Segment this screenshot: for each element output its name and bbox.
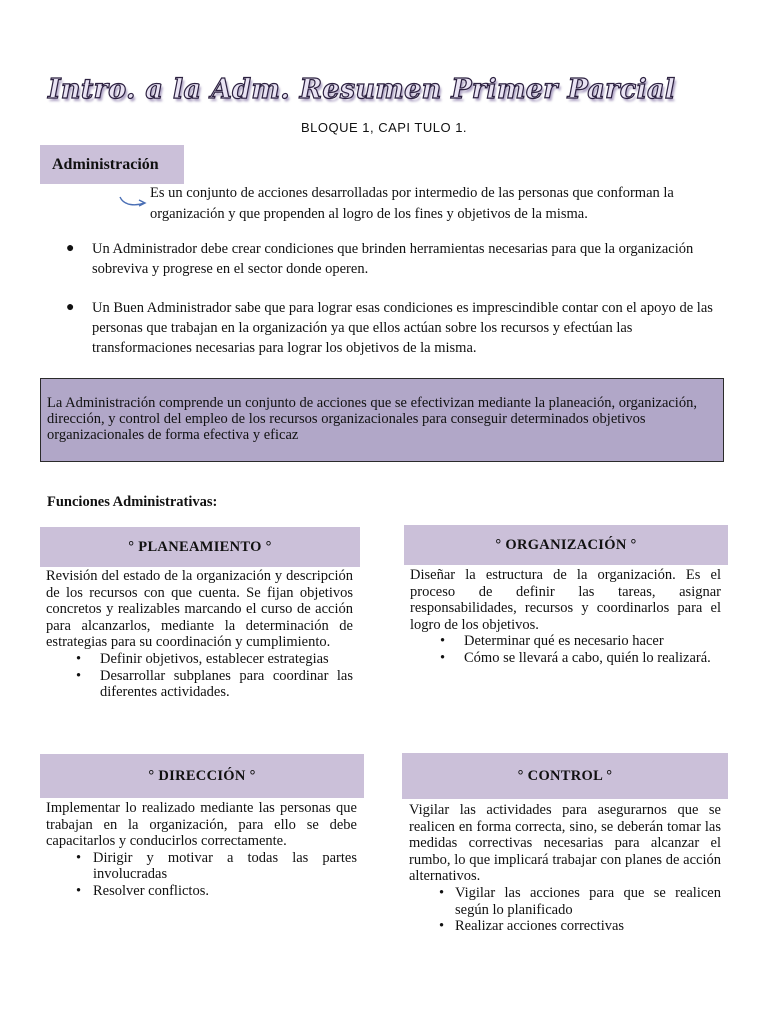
function-list xyxy=(409,885,721,935)
list-item: • Dirigir y motivar a todas las partes involucradas xyxy=(46,850,357,883)
function-body-organizacion xyxy=(410,567,721,667)
list-item: • Vigilar las acciones para que se realicen según lo planificado xyxy=(409,885,721,918)
function-list xyxy=(410,633,721,666)
bullet-icon: ● xyxy=(66,241,75,256)
function-body-control xyxy=(409,802,721,935)
bullet-text: Un Administrador debe crear condiciones que brinden herramientas necesarias para que la organización sobreviva y progrese en el sector donde operen. xyxy=(92,241,694,277)
function-text: Implementar lo realizado mediante las personas que trabajan en la organización, para ello se debe capacitarlos y conducirlos correctamente. xyxy=(46,800,357,850)
list-item: • Determinar qué es necesario hacer xyxy=(410,633,721,650)
function-text: Revisión del estado de la organización y descripción de los recursos con que cuenta. Se fijan objetivos concretos y realizables marcando el curso de acción para alcanzarlos, mediante la determinación de estrategias para su coordinación y cumplimiento. xyxy=(46,568,353,651)
curved-arrow-icon xyxy=(118,192,148,210)
document-title: Intro. a la Adm. Resumen Primer Parcial xyxy=(48,74,676,105)
highlight-box: La Administración comprende un conjunto de acciones que se efectivizan mediante la planeación, organización, dirección, y control del empleo de los recursos organizacionales para conseguir determinados objetivos organizacionales de forma efectiva y eficaz xyxy=(40,378,724,462)
function-list xyxy=(46,651,353,701)
function-list xyxy=(46,850,357,900)
bullet-text: Un Buen Administrador sabe que para lograr esas condiciones es imprescindible contar con el apoyo de las personas que trabajan en la organización ya que ellos actúan sobre los recursos y efectúan las transformaciones necesarias para lograr los objetivos de la misma. xyxy=(92,300,713,356)
section-tag: Administración xyxy=(40,145,184,184)
list-item: • Definir objetivos, establecer estrategias xyxy=(46,651,353,668)
function-header-organizacion: ° ORGANIZACIÓN ° xyxy=(404,525,728,565)
function-header-control: ° CONTROL ° xyxy=(402,753,728,799)
function-header-direccion: ° DIRECCIÓN ° xyxy=(40,754,364,798)
bullet-icon: ● xyxy=(66,300,75,315)
list-item: • Desarrollar subplanes para coordinar las diferentes actividades. xyxy=(46,668,353,701)
function-text: Diseñar la estructura de la organización. Es el proceso de definir las tareas, asignar responsabilidades, recursos y coordinarlos para el logro de los objetivos. xyxy=(410,567,721,633)
function-body-direccion xyxy=(46,800,357,900)
list-item: • Cómo se llevará a cabo, quién lo realizará. xyxy=(410,650,721,667)
functions-heading: Funciones Administrativas: xyxy=(47,494,218,510)
definition-text: Es un conjunto de acciones desarrolladas por intermedio de las personas que conforman la organización y que propenden al logro de los fines y objetivos de la misma. xyxy=(150,185,674,222)
list-item: • Resolver conflictos. xyxy=(46,883,357,900)
list-item: • Realizar acciones correctivas xyxy=(409,918,721,935)
document-subtitle: BLOQUE 1, CAPI TULO 1. xyxy=(300,120,468,135)
function-text: Vigilar las actividades para asegurarnos que se realicen en forma correcta, sino, se deberán tomar las medidas correctivas necesarias para alcanzar el rumbo, lo que implicará trabajar con planes de acción alternativos. xyxy=(409,802,721,885)
function-header-planeamiento: ° PLANEAMIENTO ° xyxy=(40,527,360,567)
function-body-planeamiento xyxy=(46,568,353,701)
